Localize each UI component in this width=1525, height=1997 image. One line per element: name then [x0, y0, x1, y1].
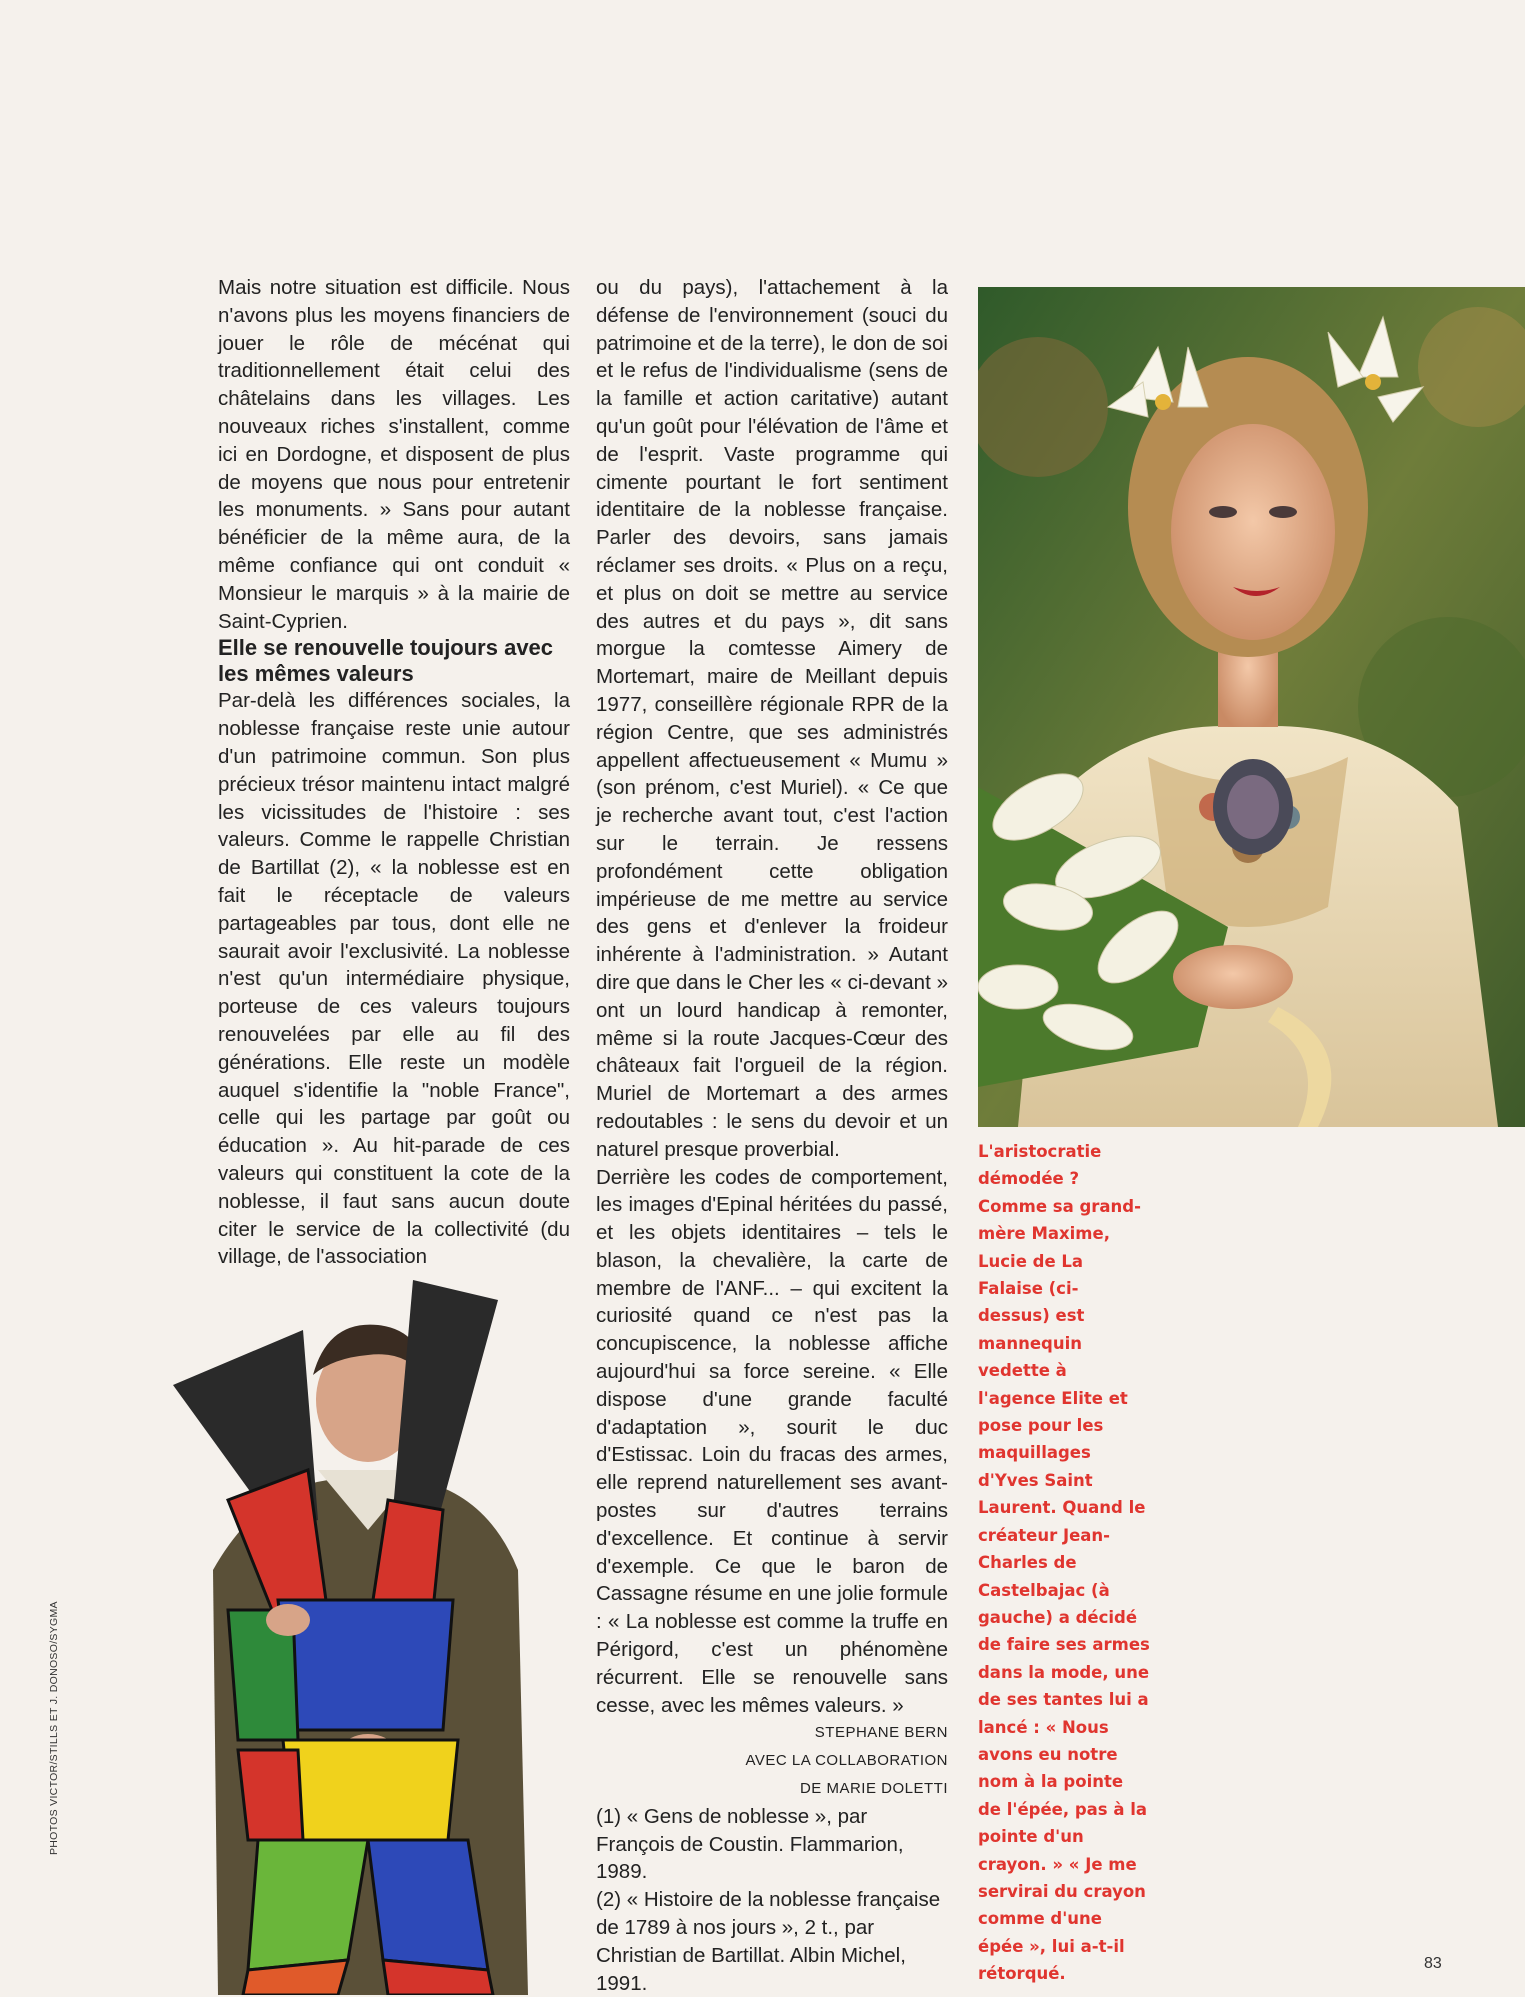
page-number: 83 [1424, 1955, 1442, 1972]
paragraph: Derrière les codes de comportement, les images d'Epinal héritées du passé, et les objets identitaires – tels le blason, la chevalière, la carte de membre de l'ANF... – qui excitent la curiosité quand ce n'est pas la concupiscence, la noblesse affiche aujourd'hui sa force sereine. « Elle dispose d'une grande faculté d'adaptation », sourit le duc d'Estissac. Loin du fracas des armes, elle reprend naturellement ses avant-postes sur d'autres terrains d'excellence. Et continue à servir d'exemple. Ce que le baron de Cassagne résume en une jolie formule : « La noblesse est comme la truffe en Périgord, c'est un phénomène récurrent. Elle se renouvelle sans cesse, avec les mêmes valeurs. » [596, 1165, 948, 1717]
author-byline: STEPHANE BERN [814, 1724, 948, 1742]
footnotes [596, 1803, 948, 1997]
paragraph: ou du pays), l'attachement à la défense de l'environnement (souci du patrimoine et de la terre), le don de soi et le refus de l'individualisme (sens de la famille et action caritative) autant qu'un goût pour l'élévation de l'âme et de l'esprit. Vaste programme qui cimente pourtant le fort sentiment identitaire de la noblesse française. Parler des devoirs, sans jamais réclamer ses droits. « Plus on a reçu, et plus on doit se mettre au service des autres et du pays », dit sans morgue la comtesse Aimery de Mortemart, maire de Meillant depuis 1977, conseillère régionale RPR de la région Centre, que ses administrés appellent affectueusement « Mumu » (son prénom, c'est Muriel). « Ce que je recherche avant tout, c'est l'action sur le terrain. Je ressens profondément cette obligation impérieuse de me mettre au service des gens et d'enlever la froideur inhérente à l'administration. » Autant dire que dans le Cher les « ci-devant » ont un lourd handicap à remonter, même si la route Jacques-Cœur des châteaux fait l'orgueil de la région. Muriel de Mortemart a des armes redoutables : le sens du devoir et un naturel presque proverbial. [596, 276, 948, 1161]
photo-model-flower-crown [978, 287, 1525, 1127]
collaboration-line-1: AVEC LA COLLABORATION [745, 1752, 948, 1770]
photo-designer-with-sculpture [168, 1270, 563, 1995]
photo-designer-illustration [168, 1270, 563, 1995]
collaboration-line-2: DE MARIE DOLETTI [799, 1780, 948, 1798]
photo-credit: PHOTOS VICTOR/STILLS ET J. DONOSO/SYGMA [48, 1601, 60, 1855]
footnote-2: (2) « Histoire de la noblesse française de 1789 à nos jours », 2 t., par Christian de Bartillat. Albin Michel, 1991. [596, 1888, 941, 1995]
article-column-2 [596, 274, 948, 1997]
paragraph: Mais notre situation est difficile. Nous n'avons plus les moyens financiers de jouer le rôle de mécénat qui traditionnellement était celui des châtelains dans les villages. Les nouveaux riches s'installent, comme ici en Dordogne, et disposent de plus de moyens que nous pour entretenir les monuments. » Sans pour autant bénéficier de la même aura, de la même confiance qui ont conduit « Monsieur le marquis » à la mairie de Saint-Cyprien. [218, 276, 570, 633]
photo-caption: L'aristocratie démodée ? Comme sa grand-mère Maxime, Lucie de La Falaise (ci-dessus) est mannequin vedette à l'agence Elite et pose pour les maquillages d'Yves Saint Laurent. Quand le créateur Jean-Charles de Castelbajac (à gauche) a décidé de faire ses armes dans la mode, une de ses tantes lui a lancé : « Nous avons eu notre nom à la pointe de l'épée, pas à la pointe d'un crayon. » « Je me servirai du crayon comme d'une épée », lui a-t-il rétorqué. [978, 1142, 1150, 1984]
section-heading: Elle se renouvelle toujours avec les mêmes valeurs [218, 635, 554, 687]
paragraph: Par-delà les différences sociales, la noblesse française reste unie autour d'un patrimoine commun. Son plus précieux trésor maintenu intact malgré les vicissitudes de l'histoire : ses valeurs. Comme le rappelle Christian de Bartillat (2), « la noblesse est en fait le réceptacle de valeurs partageables par tous, dont elle ne saurait avoir l'exclusivité. La noblesse n'est qu'un intermédiaire physique, porteuse de ces valeurs toujours renouvelées par elle au fil des générations. Elle reste un modèle auquel s'identifie la "noble France", celle qui les partage par goût ou éducation ». Au hit-parade de ces valeurs qui constituent la cote de la noblesse, il faut sans aucun doute citer le service de la collectivité (du village, de l'association [218, 689, 570, 1269]
footnote-1: (1) « Gens de noblesse », par François de Coustin. Flammarion, 1989. [596, 1804, 904, 1884]
photo-model-illustration [978, 287, 1525, 1127]
article-column-1 [218, 274, 570, 1271]
